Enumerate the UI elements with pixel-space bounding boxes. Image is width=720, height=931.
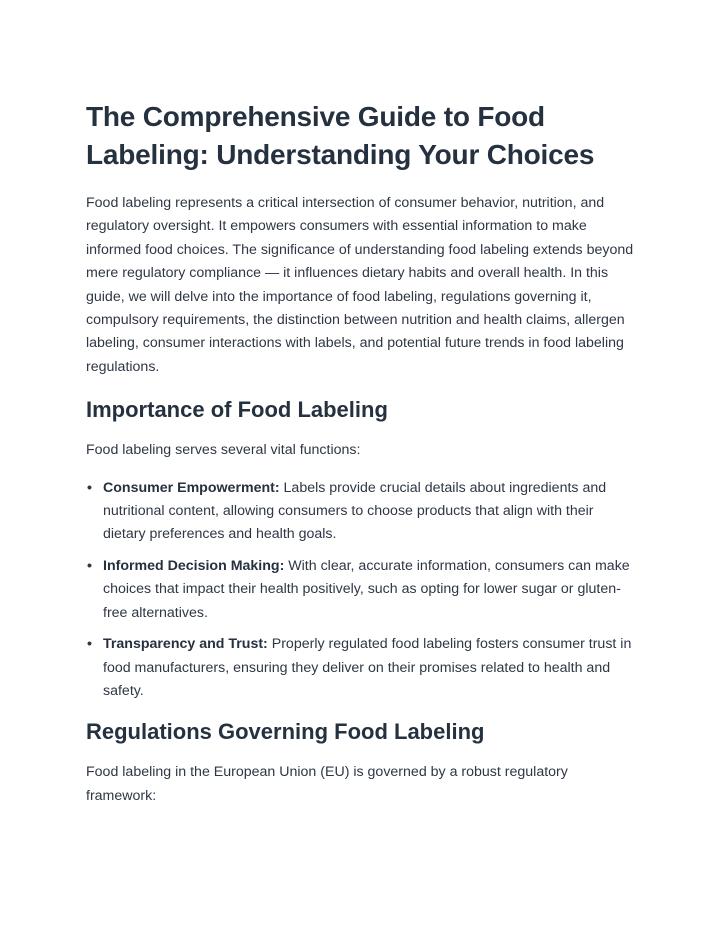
section-heading-importance: Importance of Food Labeling: [86, 397, 388, 423]
section-heading-regulations: Regulations Governing Food Labeling: [86, 719, 485, 745]
list-item-term: Consumer Empowerment:: [103, 479, 280, 496]
bullet-icon: •: [87, 479, 92, 496]
page-title: The Comprehensive Guide to Food Labeling: Understanding Your Choices: [86, 101, 595, 170]
bullet-icon: •: [87, 636, 92, 653]
list-item: [86, 633, 634, 703]
list-item: [86, 477, 634, 547]
importance-lead: Food labeling serves several vital functions:: [86, 442, 361, 459]
regulations-lead: Food labeling in the European Union (EU) is governed by a robust regulatory framework:: [86, 764, 568, 804]
list-item-text: Labels provide crucial details about ingredients and nutritional content, allowing consumers to choose products that align with their dietary preferences and health goals.: [103, 479, 607, 543]
list-item: [86, 555, 634, 625]
intro-paragraph: Food labeling represents a critical intersection of consumer behavior, nutrition, and regulatory oversight. It empowers consumers with essential information to make informed food choices. The significance of understanding food labeling extends beyond mere regulatory compliance — it influences dietary habits and overall health. In this guide, we will delve into the importance of food labeling, regulations governing it, compulsory requirements, the distinction between nutrition and health claims, allergen labeling, consumer interactions with labels, and potential future trends in food labeling regulations.: [86, 195, 634, 375]
list-item-text: With clear, accurate information, consumers can make choices that impact their health positively, such as opting for lower sugar or gluten-free alternatives.: [103, 557, 630, 621]
list-item-term: Transparency and Trust:: [103, 636, 268, 653]
list-item-term: Informed Decision Making:: [103, 557, 285, 574]
bullet-icon: •: [87, 557, 92, 574]
list-item-text: Properly regulated food labeling fosters consumer trust in food manufacturers, ensuring they deliver on their promises related to health and safety.: [103, 636, 632, 699]
importance-list: [86, 477, 634, 704]
